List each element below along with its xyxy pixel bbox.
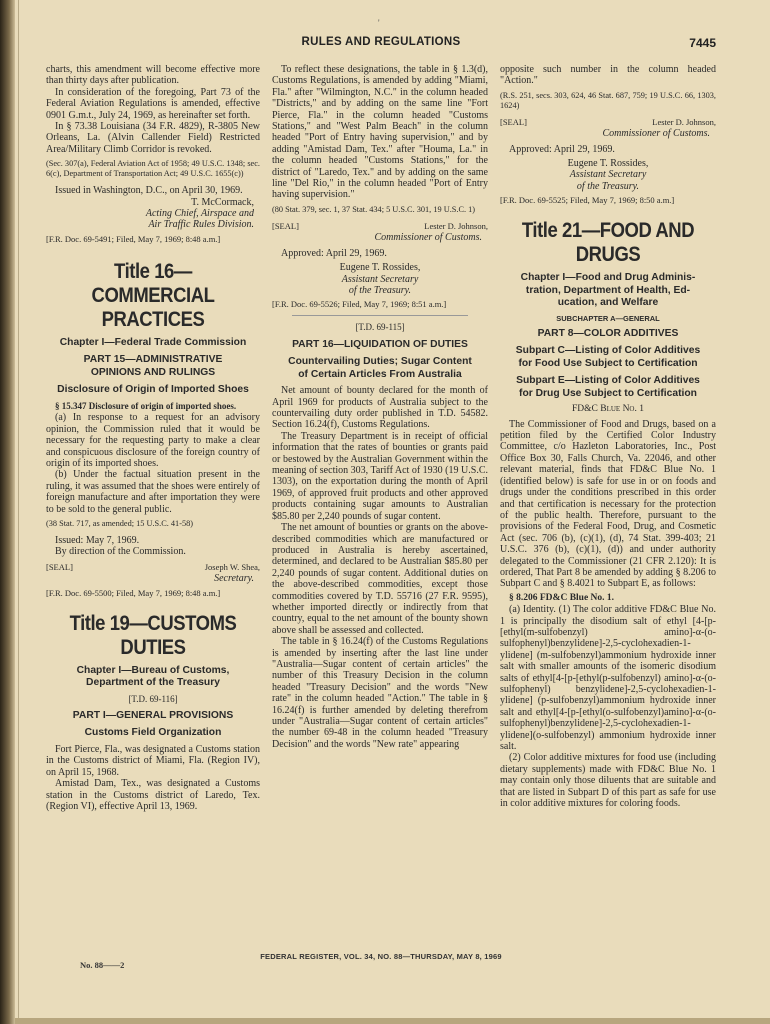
subject-heading: Disclosure of Origin of Imported Shoes <box>57 384 249 396</box>
authority-citation: (R.S. 251, secs. 303, 624, 46 Stat. 687, 759; 19 U.S.C. 66, 1303, 1624) <box>500 90 716 110</box>
part-heading <box>46 354 260 379</box>
section-heading: § 15.347 Disclosure of origin of imported shoes. <box>55 400 237 411</box>
signer-name: Joseph W. Shea, <box>204 561 260 572</box>
authority-citation: (Sec. 307(a), Federal Aviation Act of 1958; 49 U.S.C. 1348; sec. 6(c), Department of Transportation Act; 49 U.S.C. 1655(c)) <box>46 159 260 179</box>
heading-line: PART 15—ADMINISTRATIVE <box>83 354 223 366</box>
part-heading: PART 8—COLOR ADDITIVES <box>537 327 679 339</box>
signer-title: of the Treasury. <box>576 180 640 192</box>
heading-line: of Certain Articles From Australia <box>298 368 462 380</box>
chapter-heading: Chapter I—Federal Trade Commission <box>59 336 247 348</box>
td-number: [T.D. 69-115] <box>355 322 405 333</box>
chapter-heading <box>46 665 260 690</box>
column-3 <box>500 64 716 809</box>
paragraph: (b) Under the factual situation present in the ruling, it was assumed that the shoes were entirely of foreign manufacture and after importation they were to be sold to the general public. <box>46 469 260 515</box>
subpart-heading <box>500 375 716 400</box>
signer-title: Secretary. <box>214 573 254 585</box>
authority-citation: (38 Stat. 717, as amended; 15 U.S.C. 41-58) <box>46 518 194 528</box>
divider <box>292 315 468 316</box>
title-19-heading: Title 19—CUSTOMS DUTIES <box>69 611 237 659</box>
signer-name: Eugene T. Rossides, <box>567 158 649 170</box>
gutter-line <box>18 0 19 1024</box>
signer-title: Acting Chief, Airspace and <box>145 208 254 220</box>
paragraph: Amistad Dam, Tex., was designated a Customs station in the Customs district of Laredo, Tex. (Region VI), effective April 13, 1969. <box>46 778 260 812</box>
subchapter-heading: SUBCHAPTER A—GENERAL <box>556 313 660 323</box>
fr-doc-note: [F.R. Doc. 69-5500; Filed, May 7, 1969; 8:48 a.m.] <box>46 587 221 598</box>
heading-line: Subpart E—Listing of Color Additives <box>516 375 700 387</box>
signer-title: Air Traffic Rules Division. <box>148 219 254 231</box>
paragraph: opposite such number in the column headed "Action." <box>500 64 716 87</box>
signer-title: Commissioner of Customs. <box>374 232 482 244</box>
heading-line: Chapter I—Bureau of Customs, <box>76 664 230 676</box>
signer-title: Assistant Secretary <box>569 169 647 181</box>
subject-heading: FD&C Blue No. 1 <box>572 404 644 415</box>
issue-number: No. 88——2 <box>80 960 125 970</box>
part-heading: PART 16—LIQUIDATION OF DUTIES <box>292 338 468 350</box>
subject-heading <box>272 356 488 381</box>
approved-line: Approved: April 29, 1969. <box>281 247 387 259</box>
column-2 <box>272 64 488 750</box>
heading-line: ucation, and Welfare <box>557 297 659 309</box>
fr-doc-note: [F.R. Doc. 69-5526; Filed, May 7, 1969; 8:51 a.m.] <box>272 299 447 310</box>
column-1 <box>46 64 260 812</box>
paragraph: (a) In response to a request for an advisory opinion, the Commission ruled that it would be necessary for the requesting party to make a clear and conspicuous disclosure of the foreign country of origin of its imported shoes. <box>46 412 260 469</box>
signer-title: of the Treasury. <box>348 284 412 296</box>
seal-label: [SEAL] <box>46 561 73 572</box>
paragraph: The table in § 16.24(f) of the Customs Regulations is amended by inserting after the last line under "Australia—Sugar content of certain articles" the number of this Treasury Decision in the column headed "Treasury Decision" and the words "New rate" in the column headed "Action." The table in § 16.24(f) is further amended by deleting therefrom under "Australia—Sugar content of certain articles" the number 69-48 in the column headed "Treasury Decision" and the words "New rate" appearing <box>272 636 488 750</box>
signer-name: T. McCormack, <box>191 196 254 208</box>
fr-doc-note: [F.R. Doc. 69-5525; Filed, May 7, 1969; 8:50 a.m.] <box>500 195 675 206</box>
paragraph: Fort Pierce, Fla., was designated a Customs station in the Customs district of Miami, Fla. (Region IV), on April 15, 1968. <box>46 743 260 778</box>
signer-name: Lester D. Johnson, <box>652 116 716 127</box>
page-mark: ' <box>378 18 380 28</box>
heading-line: Chapter I—Food and Drug Adminis- <box>520 272 696 284</box>
running-head: RULES AND REGULATIONS <box>301 36 461 48</box>
seal-label: [SEAL] <box>272 220 299 231</box>
paragraph: The Treasury Department is in receipt of official information that the rates of bounties or grants paid or bestowed by the Australian Government within the meaning of section 303, Tariff Act of 1930 (19 U.S.C. 1303), on the exportation during the month of April 1969, of approved fruit products and other approved products containing sugar amounts to Australian $85.80 per 2,240 pounds of sugar content. <box>272 430 488 522</box>
subpart-heading <box>500 345 716 370</box>
signer-title: Assistant Secretary <box>341 273 419 285</box>
paragraph: (2) Color additive mixtures for food use (including dietary supplements) made with FD&C Blue No. 1 may contain only those diluents that are suitable and that are listed in Subpart D of this part as safe for use in color additive mixtures for coloring foods. <box>500 752 716 810</box>
paragraph: To reflect these designations, the table in § 1.3(d), Customs Regulations, is amended by adding "Miami, Fla." after "Wilmington, N.C." in the column headed "Districts," and by adding on the same line "Fort Pierce, Fla." in the column headed "Customs Stations," and "West Palm Beach" in the column headed "Port of Entry having supervision," and by adding "Amistad Dam, Tex." after "Houma, La." in the column headed "Customs Stations," for the district of "Laredo, Tex." and by adding on the same line "Del Rio," in the column headed "Port of Entry having supervision." <box>272 64 488 201</box>
seal-signature <box>272 221 488 232</box>
section-heading: § 8.206 FD&C Blue No. 1. <box>509 592 615 603</box>
paragraph: (a) Identity. (1) The color additive FD&C Blue No. 1 is principally the disodium salt of ethyl [4-[p-[ethyl(m-sulfobenzyl) amino]-α-(o-sulfophenyl)benzylidene]-2,5-cyclohexadien-1-ylidene] (m-sulfobenzyl)ammonium hydroxide inner salt with smaller amounts of the isomeric disodium salts of ethyl[4-[p-[ethyl(p-sulfobenzyl) amino]-α-(o-sulfophenyl) benzylidene]-2,5-cyclohexadien-1-ylidene] (p-sulfobenzyl)ammonium hydroxide inner salt and ethyl[4-[p-[ethyl(o-sulfobenzyl)amino]-α-(o-sulfophenyl)benzylidene]-2,5-cyclohexadien-1-ylidene](o-sulfobenzyl) ammonium hydroxide inner salt. <box>500 604 716 753</box>
heading-line: OPINIONS AND RULINGS <box>90 366 216 378</box>
page-header <box>46 36 716 52</box>
bottom-edge <box>15 1018 770 1024</box>
subject-heading: Customs Field Organization <box>84 727 222 739</box>
seal-signature <box>46 562 260 573</box>
heading-line: for Food Use Subject to Certification <box>518 357 698 369</box>
paragraph: Net amount of bounty declared for the month of April 1969 for products of Australia subject to the countervailing duty order published in T.D. 54582. Section 16.24(f), Customs Regulations. <box>272 385 488 431</box>
paragraph: The Commissioner of Food and Drugs, based on a petition filed by the Certified Color Industry Committee, c/o Hazleton Laboratories, Inc., Post Office Box 30, Falls Church, Va. 22046, and other relevant material, finds that FD&C Blue No. 1 (identified below) is safe for use in or on foods and drugs under the conditions prescribed in this order and that certification is necessary for the protection of the public health. Therefore, pursuant to the provisions of the Federal Food, Drug, and Cosmetic Act (sec. 706 (b), (c)(1), (d), 74 Stat. 399-403; 21 U.S.C. 376 (b), (c)(1), (d)) and under authority delegated to the Commissioner (21 CFR 2.120): It is ordered, That Part 8 be amended by adding § 8.206 to Subpart C and § 8.4021 to Subpart E, as follows: <box>500 418 716 590</box>
fr-doc-note: [F.R. Doc. 69-5491; Filed, May 7, 1969; 8:48 a.m.] <box>46 233 221 244</box>
direction-line: By direction of the Commission. <box>55 546 186 558</box>
signer-name: Lester D. Johnson, <box>424 220 488 231</box>
issued-date: Issued: May 7, 1969. <box>55 534 140 546</box>
authority-citation: (80 Stat. 379, sec. 1, 37 Stat. 434; 5 U.S.C. 301, 19 U.S.C. 1) <box>272 204 476 214</box>
paragraph: In consideration of the foregoing, Part 73 of the Federal Aviation Regulations is amended, effective 0901 G.m.t., July 24, 1969, as hereinafter set forth. <box>46 86 260 121</box>
part-heading: PART I—GENERAL PROVISIONS <box>72 709 234 721</box>
paragraph: charts, this amendment will become effective more than thirty days after publication. <box>46 64 260 87</box>
approved-line: Approved: April 29, 1969. <box>509 143 615 155</box>
heading-line: Countervailing Duties; Sugar Content <box>288 356 472 368</box>
heading-line: tration, Department of Health, Ed- <box>525 284 691 296</box>
heading-line: for Drug Use Subject to Certification <box>519 387 697 399</box>
heading-line: Subpart C—Listing of Color Additives <box>515 345 701 357</box>
td-number: [T.D. 69-116] <box>128 693 178 704</box>
title-line: Title 16—COMMERCIAL <box>91 259 215 307</box>
binding-edge <box>0 0 15 1024</box>
paragraph: In § 73.38 Louisiana (34 F.R. 4829), R-3805 New Orleans, La. (Alvin Callender Field) Restricted Area/Military Climb Corridor is revoked. <box>46 121 260 155</box>
signer-name: Eugene T. Rossides, <box>339 262 421 274</box>
seal-signature <box>500 117 716 128</box>
page-number: 7445 <box>689 36 716 50</box>
title-16-heading <box>59 260 247 332</box>
title-21-heading: Title 21—FOOD AND DRUGS <box>521 219 695 267</box>
chapter-heading <box>500 272 716 310</box>
page-footer: FEDERAL REGISTER, VOL. 34, NO. 88—THURSDAY, MAY 8, 1969 <box>260 952 502 961</box>
paragraph: The net amount of bounties or grants on the above-described commodities which are manufactured or produced in Australia is hereby ascertained, determined, and declared to be Australian $85.80 per 2,240 pounds of sugar content. Additional duties on the above-described commodities, except those commodities covered by T.D. 55716 (27 F.R. 9595), whether imported directly or indirectly from that country, equal to the net amount of the bounty shown above shall be assessed and collected. <box>272 522 488 636</box>
seal-label: [SEAL] <box>500 116 527 127</box>
issued-date: Issued in Washington, D.C., on April 30, 1969. <box>55 185 243 197</box>
heading-line: Department of the Treasury <box>86 677 220 689</box>
signer-title: Commissioner of Customs. <box>602 128 710 140</box>
title-line: PRACTICES <box>101 307 205 331</box>
